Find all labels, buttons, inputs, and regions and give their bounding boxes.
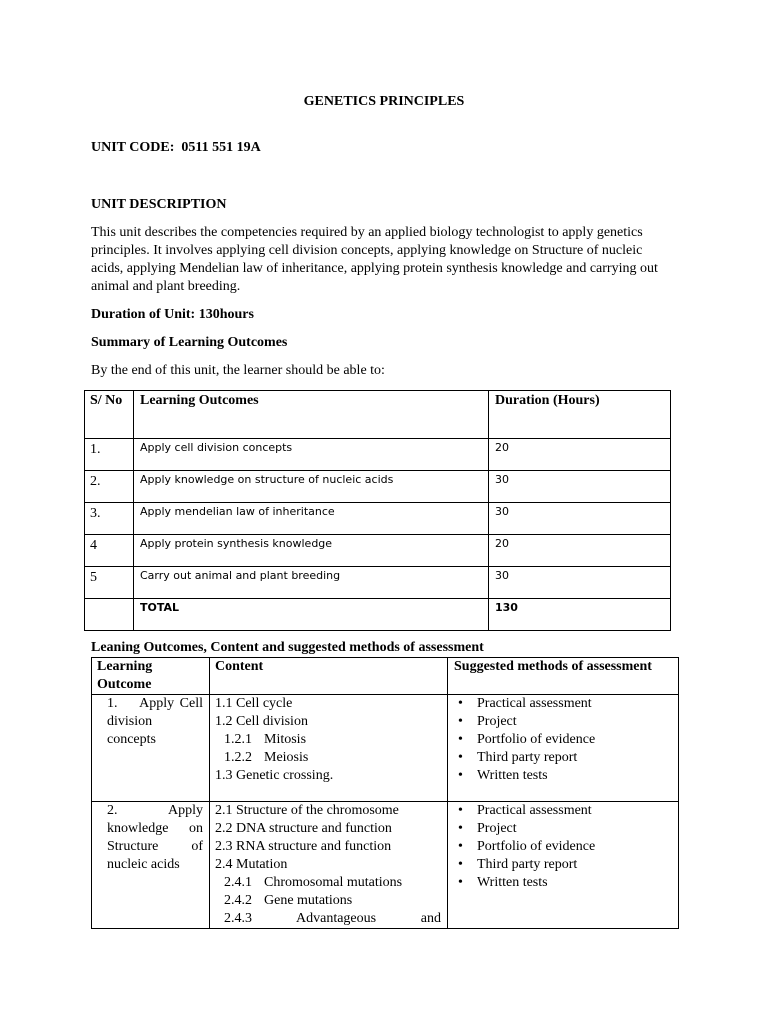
assessment-item: • Portfolio of evidence <box>454 838 678 856</box>
header-outcome: Learning Outcomes <box>134 391 489 439</box>
row-sno: 5 <box>85 567 134 599</box>
content-line: 2.3 RNA structure and function <box>215 839 392 854</box>
row-sno: 1. <box>85 439 134 471</box>
content-subtext: Meiosis <box>264 750 309 765</box>
assessment-item: • Written tests <box>454 874 678 892</box>
content-subnumber: 1.2.2 <box>224 750 252 765</box>
content-subline <box>215 892 447 910</box>
content-line: 2.1 Structure of the chromosome <box>215 803 399 818</box>
row-sno: 2. <box>85 471 134 503</box>
row-outcome: Apply cell division concepts <box>134 439 489 471</box>
assessment-item: • Third party report <box>454 856 678 874</box>
row-sno: 4 <box>85 535 134 567</box>
page-title: GENETICS PRINCIPLES <box>303 94 465 109</box>
summary-heading: Summary of Learning Outcomes <box>91 335 288 350</box>
header-sno: S/ No <box>85 391 134 439</box>
total-value: 130 <box>489 599 671 631</box>
content-subnumber: 1.2.1 <box>224 732 252 747</box>
outcome-text: 1. Apply Cell division concepts <box>107 696 207 747</box>
content-subtext: Chromosomal mutations <box>264 875 403 890</box>
content-line: 1.1 Cell cycle <box>215 696 293 711</box>
row-duration: 30 <box>489 503 671 535</box>
learning-outcomes-table <box>84 390 671 631</box>
table-row <box>92 695 679 802</box>
assessment-item: • Project <box>454 713 678 731</box>
assessment-item: • Written tests <box>454 767 678 785</box>
total-label: TOTAL <box>134 599 489 631</box>
table-row <box>92 802 679 929</box>
assessment-item: • Third party report <box>454 749 678 767</box>
table-header-row <box>85 391 671 439</box>
outcome-cell <box>92 802 210 929</box>
outcome-cell <box>92 695 210 802</box>
assessment-item: • Practical assessment <box>454 802 678 820</box>
header-assessment: Suggested methods of assessment <box>448 658 679 695</box>
content-subnumber: 2.4.2 <box>224 893 252 908</box>
row-sno: 3. <box>85 503 134 535</box>
assessment-cell <box>448 802 679 929</box>
row-duration: 30 <box>489 471 671 503</box>
unit-code: UNIT CODE: 0511 551 19A <box>91 140 261 155</box>
assessment-item: • Portfolio of evidence <box>454 731 678 749</box>
content-line: 1.2 Cell division <box>215 714 308 729</box>
table-row <box>85 535 671 567</box>
total-sno-empty <box>85 599 134 631</box>
content-assessment-table <box>91 657 679 929</box>
table-row <box>85 439 671 471</box>
content-subnumber: 2.4.1 <box>224 875 252 890</box>
row-duration: 20 <box>489 439 671 471</box>
unit-description-text: This unit describes the competencies required by an applied biology technologist to apply genetics principles. It involves applying cell division concepts, applying knowledge on Structure of nucleic acids, applying Mendelian law of inheritance, applying protein synthesis knowledge and carrying out animal and plant breeding. <box>91 225 658 294</box>
outcome-text: 2. Apply knowledge on Structure of nucleic acids <box>107 803 207 872</box>
content-line: 2.2 DNA structure and function <box>215 821 392 836</box>
table-row <box>85 471 671 503</box>
row-duration: 30 <box>489 567 671 599</box>
content-subline <box>215 749 447 767</box>
content-line: 1.3 Genetic crossing. <box>215 768 334 783</box>
content-subtext: Advantageous and <box>296 911 441 926</box>
content-cell <box>210 695 448 802</box>
content-table-caption: Leaning Outcomes, Content and suggested methods of assessment <box>91 640 484 655</box>
content-cell <box>210 802 448 929</box>
content-subtext: Mitosis <box>264 732 307 747</box>
content-subline <box>215 874 447 892</box>
assessment-cell <box>448 695 679 802</box>
table-total-row <box>85 599 671 631</box>
table-header-row <box>92 658 679 695</box>
table-row <box>85 503 671 535</box>
row-outcome: Apply knowledge on structure of nucleic acids <box>134 471 489 503</box>
header-learning-outcome: Learning Outcome <box>92 658 210 695</box>
content-subline <box>215 731 447 749</box>
row-duration: 20 <box>489 535 671 567</box>
table-row <box>85 567 671 599</box>
content-line: 2.4 Mutation <box>215 857 288 872</box>
row-outcome: Apply mendelian law of inheritance <box>134 503 489 535</box>
intro-text: By the end of this unit, the learner should be able to: <box>91 363 385 378</box>
content-subnumber: 2.4.3 <box>224 911 252 926</box>
row-outcome: Carry out animal and plant breeding <box>134 567 489 599</box>
assessment-item: • Practical assessment <box>454 695 678 713</box>
header-duration: Duration (Hours) <box>489 391 671 439</box>
content-subtext: Gene mutations <box>264 893 353 908</box>
row-outcome: Apply protein synthesis knowledge <box>134 535 489 567</box>
unit-description-heading: UNIT DESCRIPTION <box>91 197 227 212</box>
content-subline <box>215 910 447 928</box>
assessment-item: • Project <box>454 820 678 838</box>
header-content: Content <box>210 658 448 695</box>
unit-duration: Duration of Unit: 130hours <box>91 307 254 322</box>
